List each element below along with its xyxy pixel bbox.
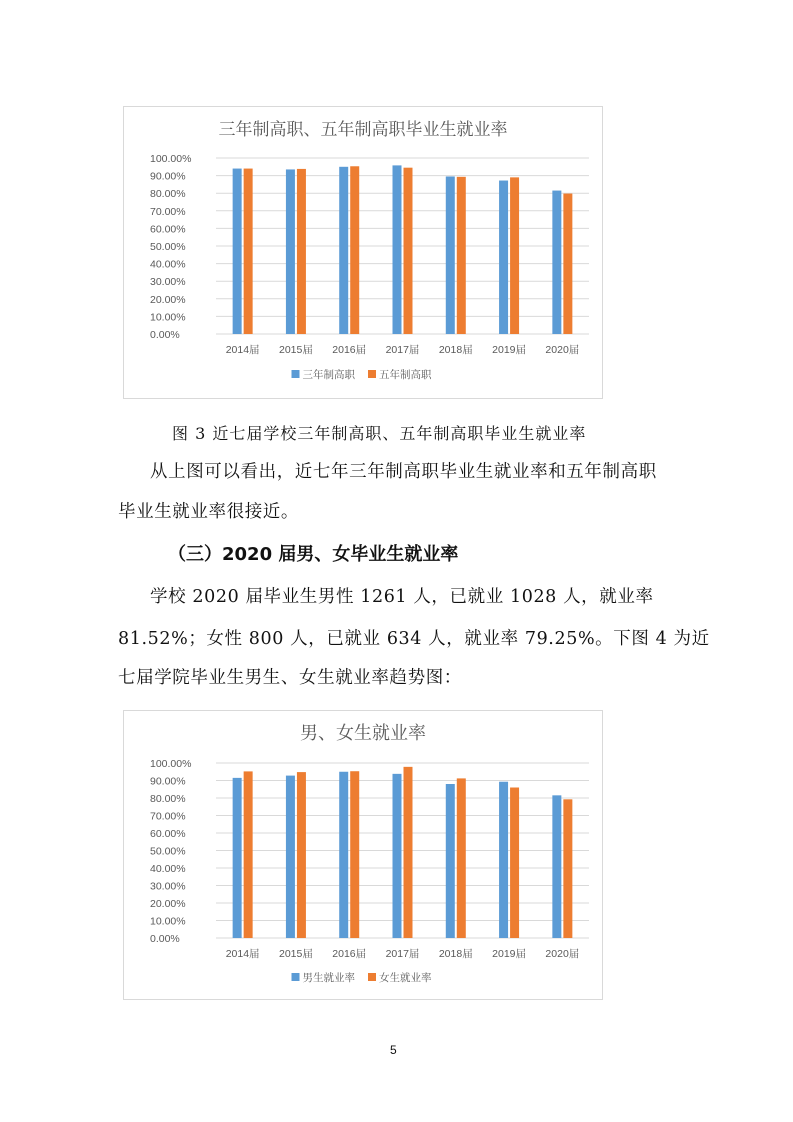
x-tick-label: 2018届 — [438, 344, 473, 356]
bar-series-2 — [457, 778, 466, 938]
bar-series-1 — [552, 795, 561, 938]
bar-series-1 — [233, 169, 242, 334]
legend-label: 五年制高职 — [379, 369, 432, 381]
bar-series-2 — [563, 799, 572, 938]
chart-employment-by-program — [123, 106, 603, 399]
legend-swatch — [292, 370, 300, 378]
bar-series-2 — [244, 169, 253, 334]
y-tick-label: 40.00% — [150, 863, 186, 875]
bar-series-1 — [499, 782, 508, 938]
y-tick-label: 10.00% — [150, 311, 186, 324]
bar-series-2 — [244, 771, 253, 938]
bar-series-2 — [510, 177, 519, 334]
x-tick-label: 2015届 — [278, 948, 313, 960]
bar-series-2 — [297, 169, 306, 334]
bar-series-1 — [339, 772, 348, 938]
bar-series-2 — [350, 166, 359, 334]
y-tick-label: 70.00% — [150, 205, 186, 218]
x-tick-label: 2015届 — [278, 344, 313, 356]
y-tick-label: 50.00% — [150, 845, 186, 858]
bar-series-1 — [499, 181, 508, 334]
y-tick-label: 60.00% — [150, 223, 186, 236]
x-tick-label: 2019届 — [492, 948, 527, 960]
bar-series-1 — [446, 784, 455, 938]
y-tick-label: 20.00% — [150, 898, 186, 910]
y-tick-label: 90.00% — [150, 775, 186, 788]
chart-title: 男、女生就业率 — [300, 723, 426, 744]
legend-label: 男生就业率 — [302, 972, 355, 984]
chart-employment-by-gender-svg — [124, 711, 602, 999]
chart-title: 三年制高职、五年制高职毕业生就业率 — [218, 120, 508, 140]
chart-employment-by-gender — [123, 710, 603, 1000]
y-tick-label: 30.00% — [150, 880, 186, 893]
bar-series-1 — [393, 774, 402, 938]
figure-3-caption: 图 3 近七届学校三年制高职、五年制高职毕业生就业率 — [172, 424, 587, 443]
y-tick-label: 100.00% — [150, 758, 192, 770]
chart-employment-by-program-svg — [124, 107, 602, 398]
paragraph-2-line-1: 学校 2020 届毕业生男性 1261 人，已就业 1028 人，就业率 — [150, 587, 654, 607]
bar-series-2 — [510, 788, 519, 939]
y-tick-label: 10.00% — [150, 915, 186, 928]
x-tick-label: 2020届 — [545, 948, 580, 960]
bar-series-1 — [233, 778, 242, 938]
x-tick-label: 2016届 — [332, 948, 367, 960]
x-tick-label: 2019届 — [492, 344, 527, 356]
y-tick-label: 100.00% — [150, 153, 192, 165]
bar-series-1 — [393, 165, 402, 334]
legend-swatch — [368, 973, 376, 981]
paragraph-1-line-2: 毕业生就业率很接近。 — [118, 502, 299, 522]
bar-series-2 — [404, 168, 413, 334]
x-tick-label: 2016届 — [332, 344, 367, 356]
x-tick-label: 2017届 — [385, 948, 420, 960]
bar-series-2 — [404, 767, 413, 938]
x-tick-label: 2014届 — [225, 344, 260, 356]
x-tick-label: 2017届 — [385, 344, 420, 356]
section-heading-3: （三）2020 届男、女毕业生就业率 — [168, 544, 459, 565]
y-tick-label: 80.00% — [150, 793, 186, 805]
paragraph-2-line-2: 81.52%；女性 800 人，已就业 634 人，就业率 79.25%。下图 4 为近 — [118, 629, 710, 649]
bar-series-2 — [297, 772, 306, 938]
x-tick-label: 2018届 — [438, 948, 473, 960]
legend-swatch — [292, 973, 300, 981]
paragraph-1-line-1: 从上图可以看出，近七年三年制高职毕业生就业率和五年制高职 — [150, 462, 657, 482]
bar-series-1 — [552, 191, 561, 334]
y-tick-label: 80.00% — [150, 188, 186, 201]
bar-series-1 — [339, 167, 348, 334]
paragraph-2-line-3: 七届学院毕业生男生、女生就业率趋势图： — [118, 668, 462, 688]
bar-series-1 — [286, 169, 295, 334]
y-tick-label: 60.00% — [150, 828, 186, 840]
bar-series-2 — [350, 771, 359, 938]
bar-series-1 — [446, 176, 455, 334]
bar-series-1 — [286, 776, 295, 938]
y-tick-label: 30.00% — [150, 276, 186, 289]
bar-series-2 — [457, 177, 466, 334]
y-tick-label: 0.00% — [150, 329, 180, 341]
y-tick-label: 40.00% — [150, 258, 186, 271]
legend-label: 女生就业率 — [379, 972, 432, 984]
legend-label: 三年制高职 — [302, 369, 355, 381]
y-tick-label: 0.00% — [150, 933, 180, 945]
page-number: 5 — [390, 1043, 397, 1057]
x-tick-label: 2014届 — [225, 948, 260, 960]
bar-series-2 — [563, 194, 572, 334]
y-tick-label: 50.00% — [150, 241, 186, 253]
x-tick-label: 2020届 — [545, 344, 580, 356]
legend-swatch — [368, 370, 376, 378]
y-tick-label: 90.00% — [150, 170, 186, 183]
y-tick-label: 70.00% — [150, 810, 186, 823]
y-tick-label: 20.00% — [150, 293, 186, 306]
